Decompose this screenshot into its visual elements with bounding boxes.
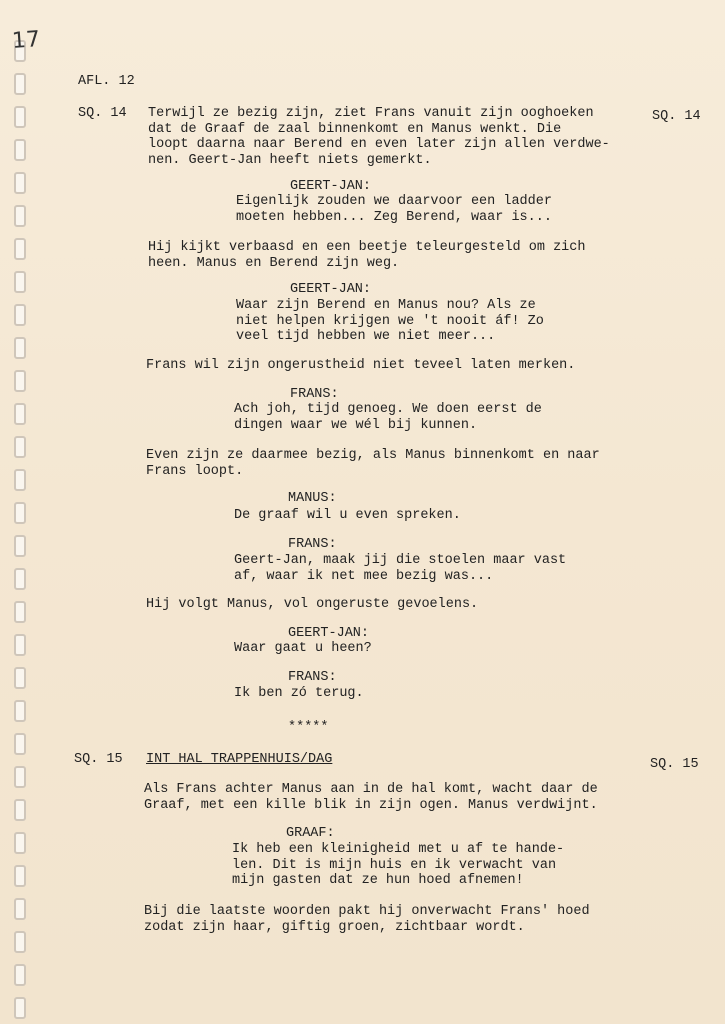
binder-hole xyxy=(14,700,26,722)
dialogue: Eigenlijk zouden we daarvoor een ladder moeten hebben... Zeg Berend, waar is... xyxy=(236,194,552,225)
binder-hole xyxy=(14,73,26,95)
binder-hole xyxy=(14,634,26,656)
binder-hole xyxy=(14,535,26,557)
binder-hole xyxy=(14,106,26,128)
scene-number-left: SQ. 14 xyxy=(78,106,127,121)
binder-hole xyxy=(14,931,26,953)
character-cue: GEERT-JAN: xyxy=(288,626,370,641)
dialogue: Waar gaat u heen? xyxy=(234,641,372,656)
binder-hole xyxy=(14,139,26,161)
binder-hole xyxy=(14,766,26,788)
scene-number-left: SQ. 15 xyxy=(74,752,123,767)
binder-hole xyxy=(14,370,26,392)
binder-hole xyxy=(14,502,26,524)
binder-hole xyxy=(14,568,26,590)
character-cue: GRAAF: xyxy=(286,826,335,841)
binder-hole xyxy=(14,733,26,755)
binder-hole xyxy=(14,997,26,1019)
binder-hole xyxy=(14,238,26,260)
action-paragraph: Als Frans achter Manus aan in de hal komt, wacht daar de Graaf, met een kille blik in zijn ogen. Manus verdwijnt. xyxy=(144,782,598,813)
binder-hole xyxy=(14,337,26,359)
binder-hole xyxy=(14,865,26,887)
dialogue: Ik heb een kleinigheid met u af te hande- len. Dit is mijn huis en ik verwacht van mijn gasten dat ze hun hoed afnemen! xyxy=(232,842,565,888)
character-cue: GEERT-JAN: xyxy=(290,179,372,194)
scene-heading: INT HAL TRAPPENHUIS/DAG xyxy=(146,752,333,767)
character-cue: FRANS: xyxy=(288,537,337,552)
action-paragraph: Frans wil zijn ongerustheid niet teveel laten merken. xyxy=(146,358,576,373)
handwritten-page-number: 17 xyxy=(11,27,41,54)
scene-number-right: SQ. 15 xyxy=(650,757,699,772)
binder-hole xyxy=(14,667,26,689)
binder-hole xyxy=(14,832,26,854)
scene-separator: ***** xyxy=(288,720,329,735)
action-paragraph: Hij kijkt verbaasd en een beetje teleurgesteld om zich heen. Manus en Berend zijn weg. xyxy=(148,240,586,271)
episode-label: AFL. 12 xyxy=(78,74,135,89)
character-cue: GEERT-JAN: xyxy=(290,282,372,297)
binder-hole xyxy=(14,304,26,326)
binder-hole xyxy=(14,271,26,293)
character-cue: MANUS: xyxy=(288,491,337,506)
action-paragraph: Bij die laatste woorden pakt hij onverwacht Frans' hoed zodat zijn haar, giftig groen, zichtbaar wordt. xyxy=(144,904,590,935)
action-paragraph: Even zijn ze daarmee bezig, als Manus binnenkomt en naar Frans loopt. xyxy=(146,448,600,479)
binder-hole xyxy=(14,403,26,425)
binder-hole xyxy=(14,172,26,194)
binder-hole xyxy=(14,799,26,821)
binder-hole xyxy=(14,436,26,458)
binder-holes xyxy=(14,40,28,1020)
dialogue: Ach joh, tijd genoeg. We doen eerst de dingen waar we wél bij kunnen. xyxy=(234,402,542,433)
character-cue: FRANS: xyxy=(290,387,339,402)
dialogue: De graaf wil u even spreken. xyxy=(234,508,461,523)
binder-hole xyxy=(14,205,26,227)
binder-hole xyxy=(14,469,26,491)
binder-hole xyxy=(14,964,26,986)
action-paragraph: Hij volgt Manus, vol ongeruste gevoelens. xyxy=(146,597,479,612)
dialogue: Waar zijn Berend en Manus nou? Als ze niet helpen krijgen we 't nooit áf! Zo veel tijd hebben we niet meer... xyxy=(236,298,544,344)
dialogue: Ik ben zó terug. xyxy=(234,686,364,701)
binder-hole xyxy=(14,601,26,623)
action-paragraph: Terwijl ze bezig zijn, ziet Frans vanuit zijn ooghoeken dat de Graaf de zaal binnenkomt en Manus wenkt. Die loopt daarna naar Berend en even later zijn allen verdwe- nen. Geert-Jan heeft niets gemerkt. xyxy=(148,106,610,168)
dialogue: Geert-Jan, maak jij die stoelen maar vast af, waar ik net mee bezig was... xyxy=(234,553,567,584)
scene-number-right: SQ. 14 xyxy=(652,109,701,124)
binder-hole xyxy=(14,898,26,920)
character-cue: FRANS: xyxy=(288,670,337,685)
